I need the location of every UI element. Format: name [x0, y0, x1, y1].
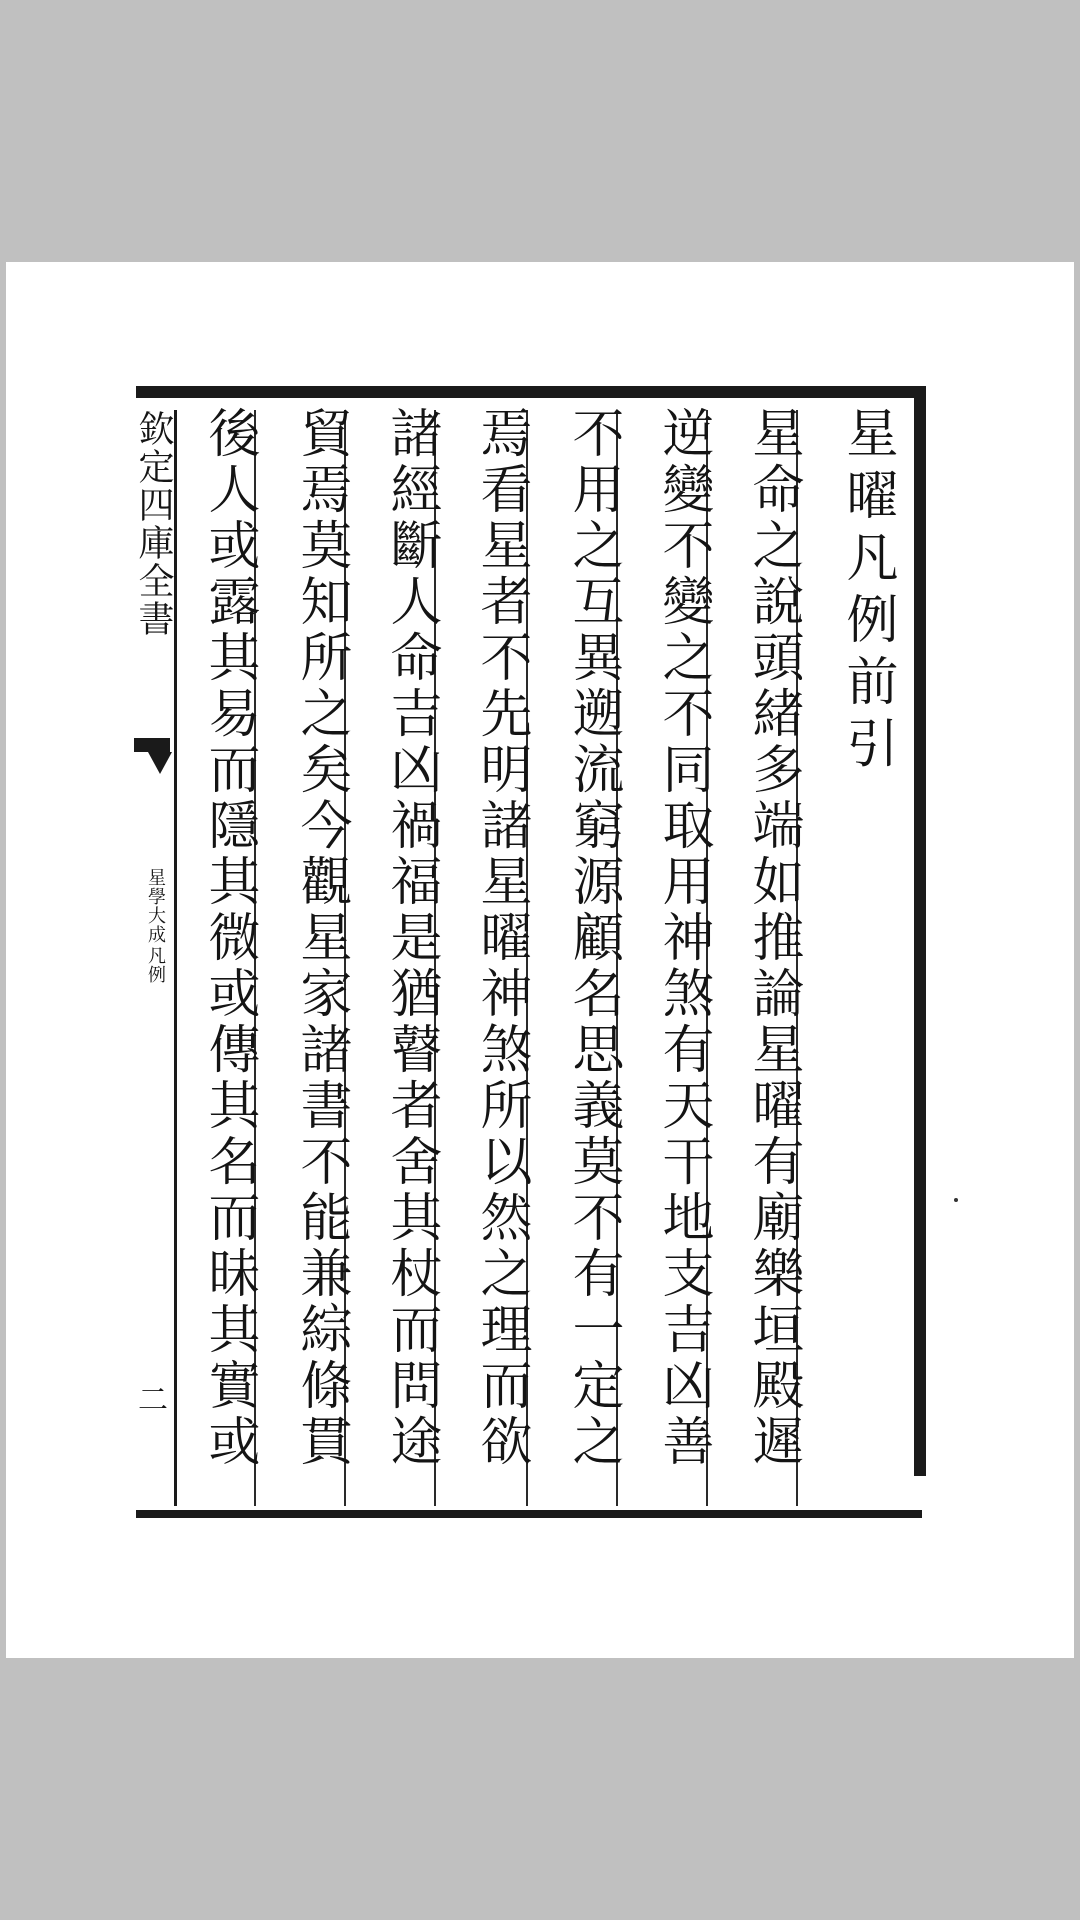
fishtail-mark: [134, 738, 170, 752]
text-column-4: 焉看星者不先明諸星曜神煞所以然之理而欲: [471, 406, 531, 1470]
ink-speck: [954, 1198, 958, 1202]
text-column-5: 諸經斷人命吉凶禍福是猶瞽者舍其杖而問途: [381, 406, 441, 1470]
text-column-6: 貿焉莫知所之矣今觀星家諸書不能兼綜條貫: [291, 406, 351, 1470]
bottom-border: [136, 1510, 922, 1518]
text-column-7: 後人或露其易而隱其微或傳其名而昧其實或: [199, 406, 259, 1470]
top-border: [136, 386, 922, 398]
text-column-2: 逆變不變之不同取用神煞有天干地支吉凶善: [653, 406, 713, 1470]
page-number: 二: [138, 1383, 168, 1418]
scanned-page: [6, 262, 1074, 1658]
section-heading: 星曜凡例前引: [837, 406, 897, 778]
text-column-1: 星命之說頭緒多端如推論星曜有廟樂垣殿遲: [743, 406, 803, 1470]
printed-block: [130, 386, 930, 1526]
text-column-3: 不用之互異遡流窮源顧名思義莫不有一定之: [563, 406, 623, 1470]
fishtail-notch: [148, 752, 172, 774]
section-label: 凡例: [145, 946, 166, 984]
page-margin: [130, 406, 174, 1506]
collection-title: 欽定四庫全書: [133, 410, 174, 638]
margin-subtitle: [134, 868, 164, 984]
left-border: [174, 410, 177, 1506]
right-border: [914, 386, 926, 1476]
book-title: 星學大成: [145, 868, 166, 944]
